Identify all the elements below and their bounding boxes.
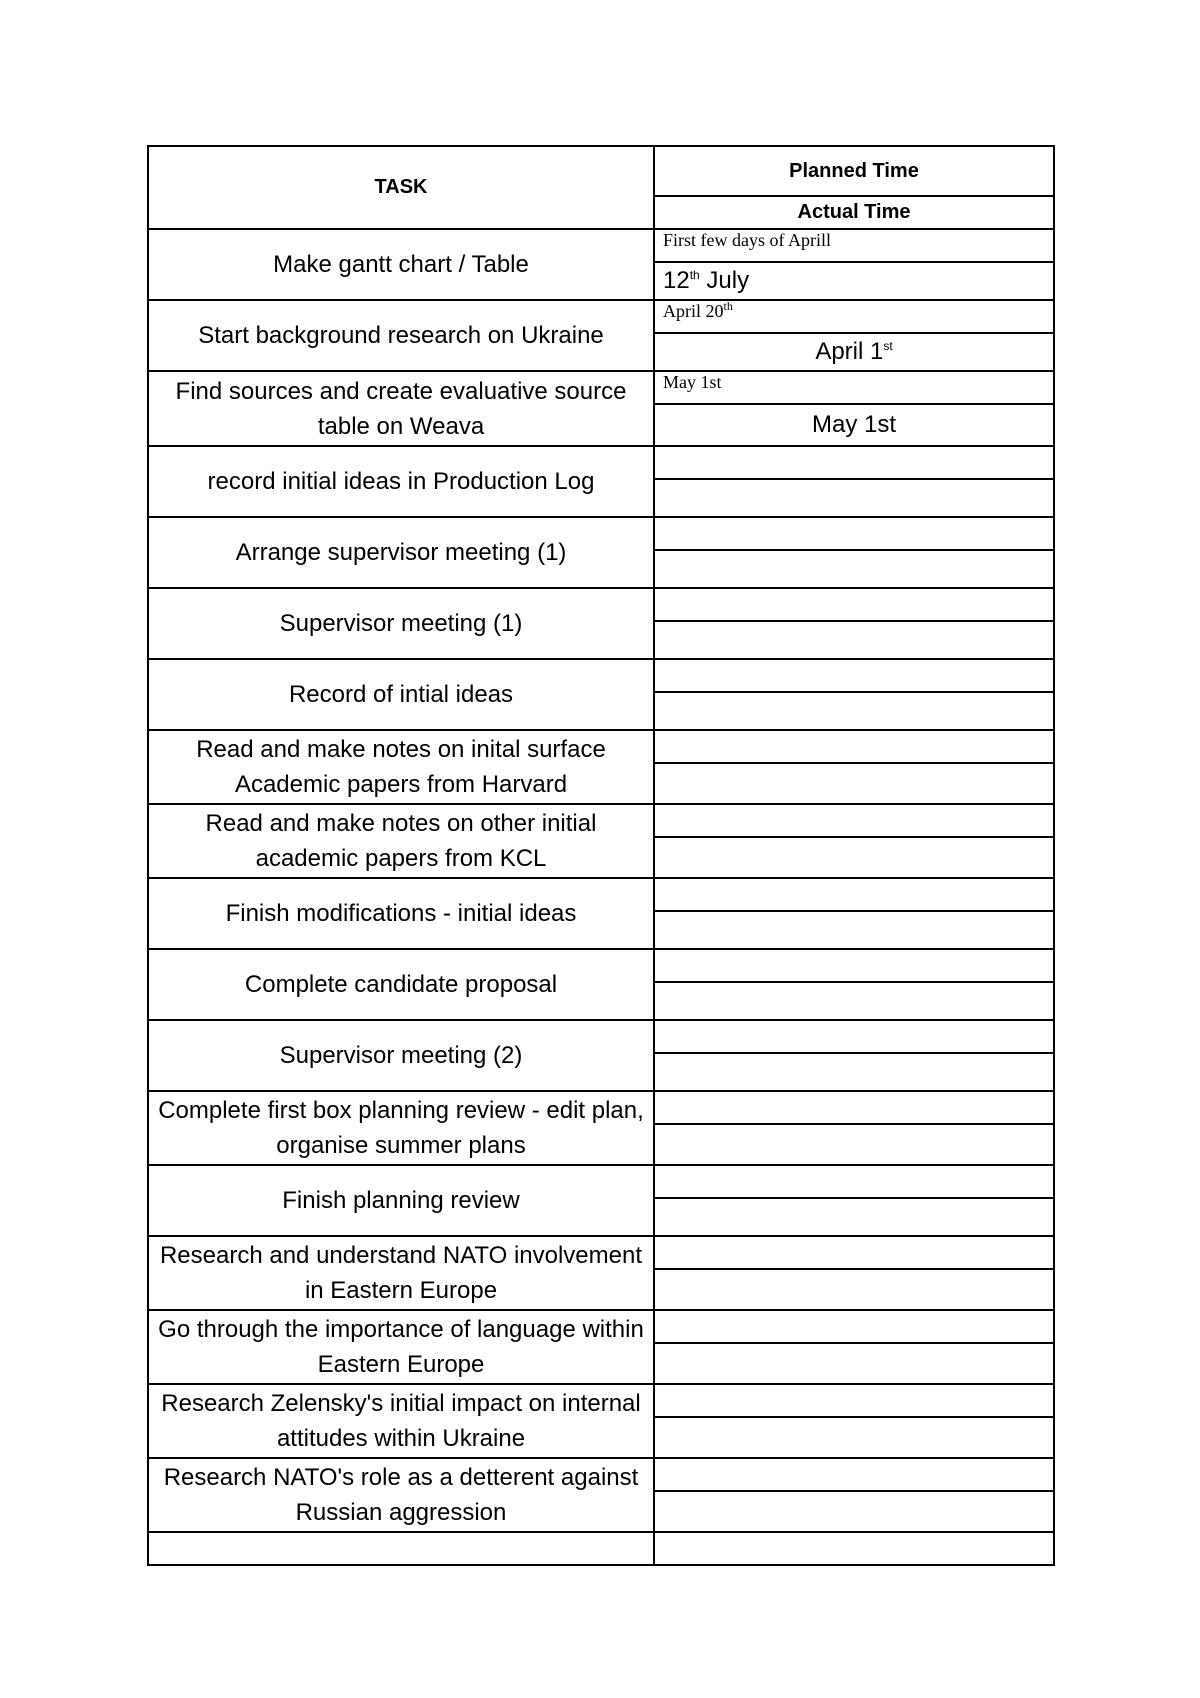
table-row: [148, 1458, 1054, 1491]
planned-time-cell: April 20th: [654, 300, 1054, 333]
planned-time-cell: [654, 1236, 1054, 1269]
table-row: [148, 1310, 1054, 1343]
task-cell: Supervisor meeting (2): [148, 1020, 654, 1091]
actual-time-cell: [654, 911, 1054, 949]
planned-time-cell: [654, 659, 1054, 692]
planning-table: [147, 145, 1055, 1566]
planned-time-cell: [654, 1384, 1054, 1417]
header-row-top: [148, 146, 1054, 196]
actual-time-cell: [654, 1491, 1054, 1532]
planned-time-cell: [654, 446, 1054, 479]
task-cell: Finish planning review: [148, 1165, 654, 1236]
actual-time-cell: [654, 1343, 1054, 1384]
actual-time-cell: [654, 550, 1054, 588]
table-row: [148, 588, 1054, 621]
table-row: [148, 446, 1054, 479]
table-row: [148, 371, 1054, 404]
actual-time-cell: April 1st: [654, 333, 1054, 371]
planned-time-cell: [654, 949, 1054, 982]
actual-time-cell: [654, 692, 1054, 730]
planned-time-cell: May 1st: [654, 371, 1054, 404]
task-cell: record initial ideas in Production Log: [148, 446, 654, 517]
task-header: TASK: [148, 146, 654, 229]
task-cell: [148, 1532, 654, 1565]
planned-time-header: Planned Time: [654, 146, 1054, 196]
planned-time-cell: First few days of Aprill: [654, 229, 1054, 262]
actual-time-cell: [654, 479, 1054, 517]
planned-time-cell: [654, 804, 1054, 837]
planned-time-cell: [654, 588, 1054, 621]
planned-time-cell: [654, 1532, 1054, 1565]
table-row: [148, 1091, 1054, 1124]
table-row: [148, 659, 1054, 692]
actual-time-cell: 12th July: [654, 262, 1054, 300]
task-cell: Read and make notes on other initial academic papers from KCL: [148, 804, 654, 878]
table-row: [148, 804, 1054, 837]
table-row: [148, 1020, 1054, 1053]
table-row: [148, 1165, 1054, 1198]
table-row: [148, 878, 1054, 911]
planned-time-cell: [654, 1165, 1054, 1198]
task-cell: Find sources and create evaluative source table on Weava: [148, 371, 654, 446]
task-cell: Record of intial ideas: [148, 659, 654, 730]
actual-time-cell: [654, 763, 1054, 804]
actual-time-cell: [654, 982, 1054, 1020]
planned-time-cell: [654, 730, 1054, 763]
table-row: [148, 1236, 1054, 1269]
actual-time-header: Actual Time: [654, 196, 1054, 229]
planned-time-cell: [654, 1020, 1054, 1053]
table-row: [148, 517, 1054, 550]
task-cell: Finish modifications - initial ideas: [148, 878, 654, 949]
planned-time-cell: [654, 517, 1054, 550]
table-row: [148, 1384, 1054, 1417]
planned-time-cell: [654, 878, 1054, 911]
task-cell: Complete first box planning review - edit plan, organise summer plans: [148, 1091, 654, 1165]
table-row: [148, 730, 1054, 763]
actual-time-cell: [654, 621, 1054, 659]
actual-time-cell: [654, 837, 1054, 878]
task-cell: Complete candidate proposal: [148, 949, 654, 1020]
actual-time-cell: [654, 1269, 1054, 1310]
actual-time-cell: May 1st: [654, 404, 1054, 446]
planned-time-cell: [654, 1310, 1054, 1343]
table-row: [148, 300, 1054, 333]
task-cell: Make gantt chart / Table: [148, 229, 654, 300]
planned-time-cell: [654, 1458, 1054, 1491]
table-row: [148, 1532, 1054, 1565]
task-cell: Arrange supervisor meeting (1): [148, 517, 654, 588]
task-cell: Start background research on Ukraine: [148, 300, 654, 371]
actual-time-cell: [654, 1417, 1054, 1458]
task-cell: Research Zelensky's initial impact on internal attitudes within Ukraine: [148, 1384, 654, 1458]
task-cell: Read and make notes on inital surface Academic papers from Harvard: [148, 730, 654, 804]
planned-time-cell: [654, 1091, 1054, 1124]
actual-time-cell: [654, 1124, 1054, 1165]
task-cell: Research NATO's role as a detterent against Russian aggression: [148, 1458, 654, 1532]
table-row: [148, 949, 1054, 982]
task-cell: Go through the importance of language within Eastern Europe: [148, 1310, 654, 1384]
table-row: [148, 229, 1054, 262]
actual-time-cell: [654, 1198, 1054, 1236]
task-cell: Supervisor meeting (1): [148, 588, 654, 659]
task-cell: Research and understand NATO involvement in Eastern Europe: [148, 1236, 654, 1310]
actual-time-cell: [654, 1053, 1054, 1091]
